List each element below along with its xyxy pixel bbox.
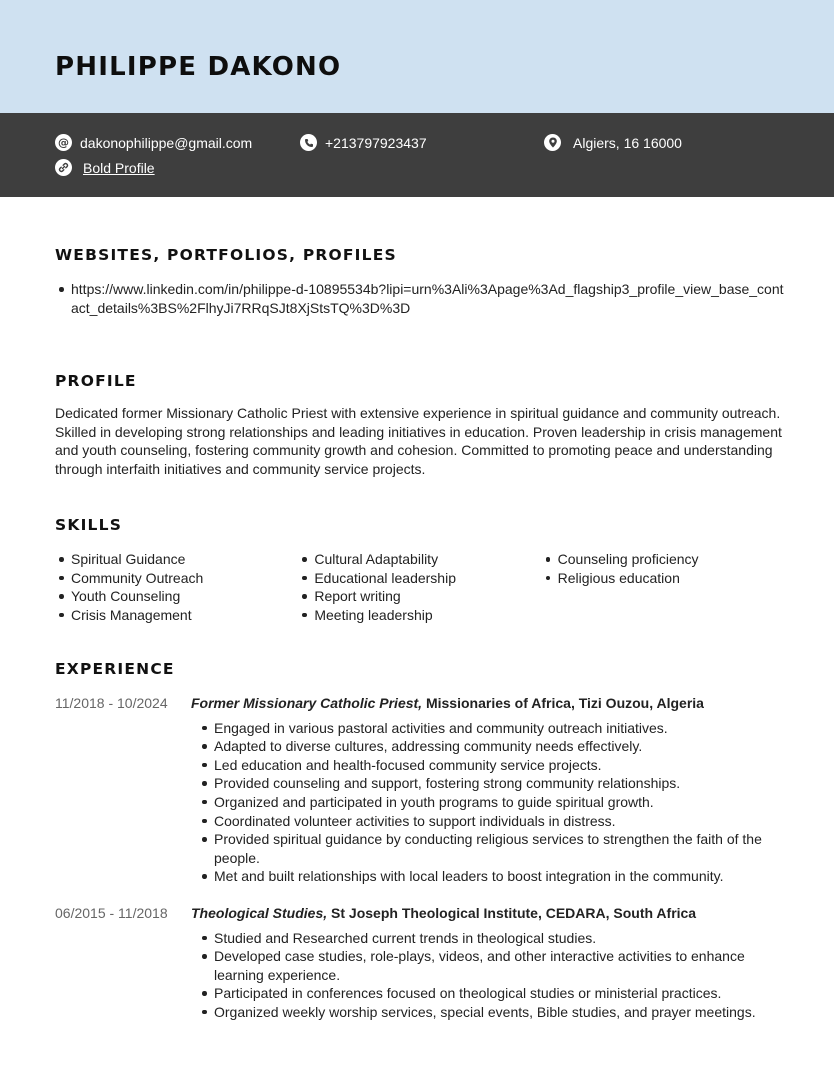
skill-item: Community Outreach <box>55 569 298 588</box>
job-bullet: Provided counseling and support, fostering strong community relationships. <box>191 774 785 793</box>
job-bullet: Adapted to diverse cultures, addressing community needs effectively. <box>191 737 785 756</box>
job-bullet: Provided spiritual guidance by conducting religious services to strengthen the faith of the people. <box>191 830 785 867</box>
skills-column <box>55 550 298 624</box>
skills-section <box>55 516 785 624</box>
skill-item: Spiritual Guidance <box>55 550 298 569</box>
contact-phone <box>300 134 427 151</box>
profile-summary: Dedicated former Missionary Catholic Priest with extensive experience in spiritual guidance and community outreach. Skilled in developing strong relationships and leading initiatives in education. Proven leadership in crisis management and youth counseling, fostering community growth and cohesion. Committed to promoting peace and understanding through interfaith initiatives and community service projects. <box>55 405 782 477</box>
job-bullet: Studied and Researched current trends in theological studies. <box>191 929 785 948</box>
job-bullet: Organized weekly worship services, special events, Bible studies, and prayer meetings. <box>191 1003 785 1022</box>
skill-item: Religious education <box>542 569 785 588</box>
email-text[interactable]: dakonophilippe@gmail.com <box>80 134 253 151</box>
websites-list <box>55 280 785 317</box>
at-sign-icon: @ <box>55 134 72 151</box>
phone-icon <box>300 134 317 151</box>
job-entry <box>55 694 785 886</box>
skill-item: Crisis Management <box>55 606 298 625</box>
job-bullet: Participated in conferences focused on theological studies or ministerial practices. <box>191 984 785 1003</box>
job-org: Missionaries of Africa, Tizi Ouzou, Algeria <box>425 695 704 711</box>
skill-item: Counseling proficiency <box>542 550 785 569</box>
contact-location <box>544 134 682 151</box>
job-bullet: Met and built relationships with local leaders to boost integration in the community. <box>191 867 785 886</box>
job-bullets <box>191 929 785 1022</box>
job-role: Former Missionary Catholic Priest, <box>191 695 423 711</box>
job-detail <box>191 694 785 886</box>
skill-item: Youth Counseling <box>55 587 298 606</box>
skills-column <box>298 550 541 624</box>
skill-item: Meeting leadership <box>298 606 541 625</box>
skills-grid <box>55 550 785 624</box>
job-bullet: Engaged in various pastoral activities and community outreach initiatives. <box>191 719 785 738</box>
skill-item: Report writing <box>298 587 541 606</box>
contact-band <box>0 113 834 197</box>
job-heading <box>191 904 785 923</box>
link-icon <box>55 159 72 176</box>
job-org: St Joseph Theological Institute, CEDARA, South Africa <box>331 904 697 921</box>
section-title-profile: PROFILE <box>55 372 137 390</box>
phone-text[interactable]: +213797923437 <box>325 134 427 151</box>
header-band <box>0 0 834 113</box>
job-bullets <box>191 719 785 886</box>
job-bullet: Organized and participated in youth programs to guide spiritual growth. <box>191 793 785 812</box>
job-detail <box>191 904 785 1022</box>
skills-column <box>542 550 785 624</box>
section-title-experience: EXPERIENCE <box>55 660 175 678</box>
job-entry <box>55 904 785 1022</box>
job-role: Theological Studies, <box>191 904 328 921</box>
job-bullet: Led education and health-focused community service projects. <box>191 756 785 775</box>
experience-section <box>55 660 785 1022</box>
skill-item: Cultural Adaptability <box>298 550 541 569</box>
job-bullet: Developed case studies, role-plays, videos, and other interactive activities to enhance learning experience. <box>191 947 785 984</box>
skill-item: Educational leadership <box>298 569 541 588</box>
job-dates: 11/2018 - 10/2024 <box>55 695 168 711</box>
location-pin-icon <box>544 134 561 151</box>
websites-section <box>55 246 785 317</box>
job-bullet: Coordinated volunteer activities to support individuals in distress. <box>191 812 785 831</box>
job-heading <box>191 694 785 713</box>
contact-profile-link <box>55 159 155 176</box>
profile-section <box>55 372 785 478</box>
section-title-websites: WEBSITES, PORTFOLIOS, PROFILES <box>55 246 397 264</box>
contact-email <box>55 134 252 151</box>
website-item[interactable]: https://www.linkedin.com/in/philippe-d-10895534b?lipi=urn%3Ali%3Apage%3Ad_flagship3_profile_view_base_contact_details%3BS%2FlhyJi7RRqSJt8XjStsTQ%3D%3D <box>55 280 785 317</box>
job-dates: 06/2015 - 11/2018 <box>55 904 168 921</box>
candidate-name: PHILIPPE DAKONO <box>55 52 342 82</box>
bold-profile-link[interactable]: Bold Profile <box>83 159 155 176</box>
section-title-skills: SKILLS <box>55 516 123 534</box>
location-text: Algiers, 16 16000 <box>573 134 682 151</box>
